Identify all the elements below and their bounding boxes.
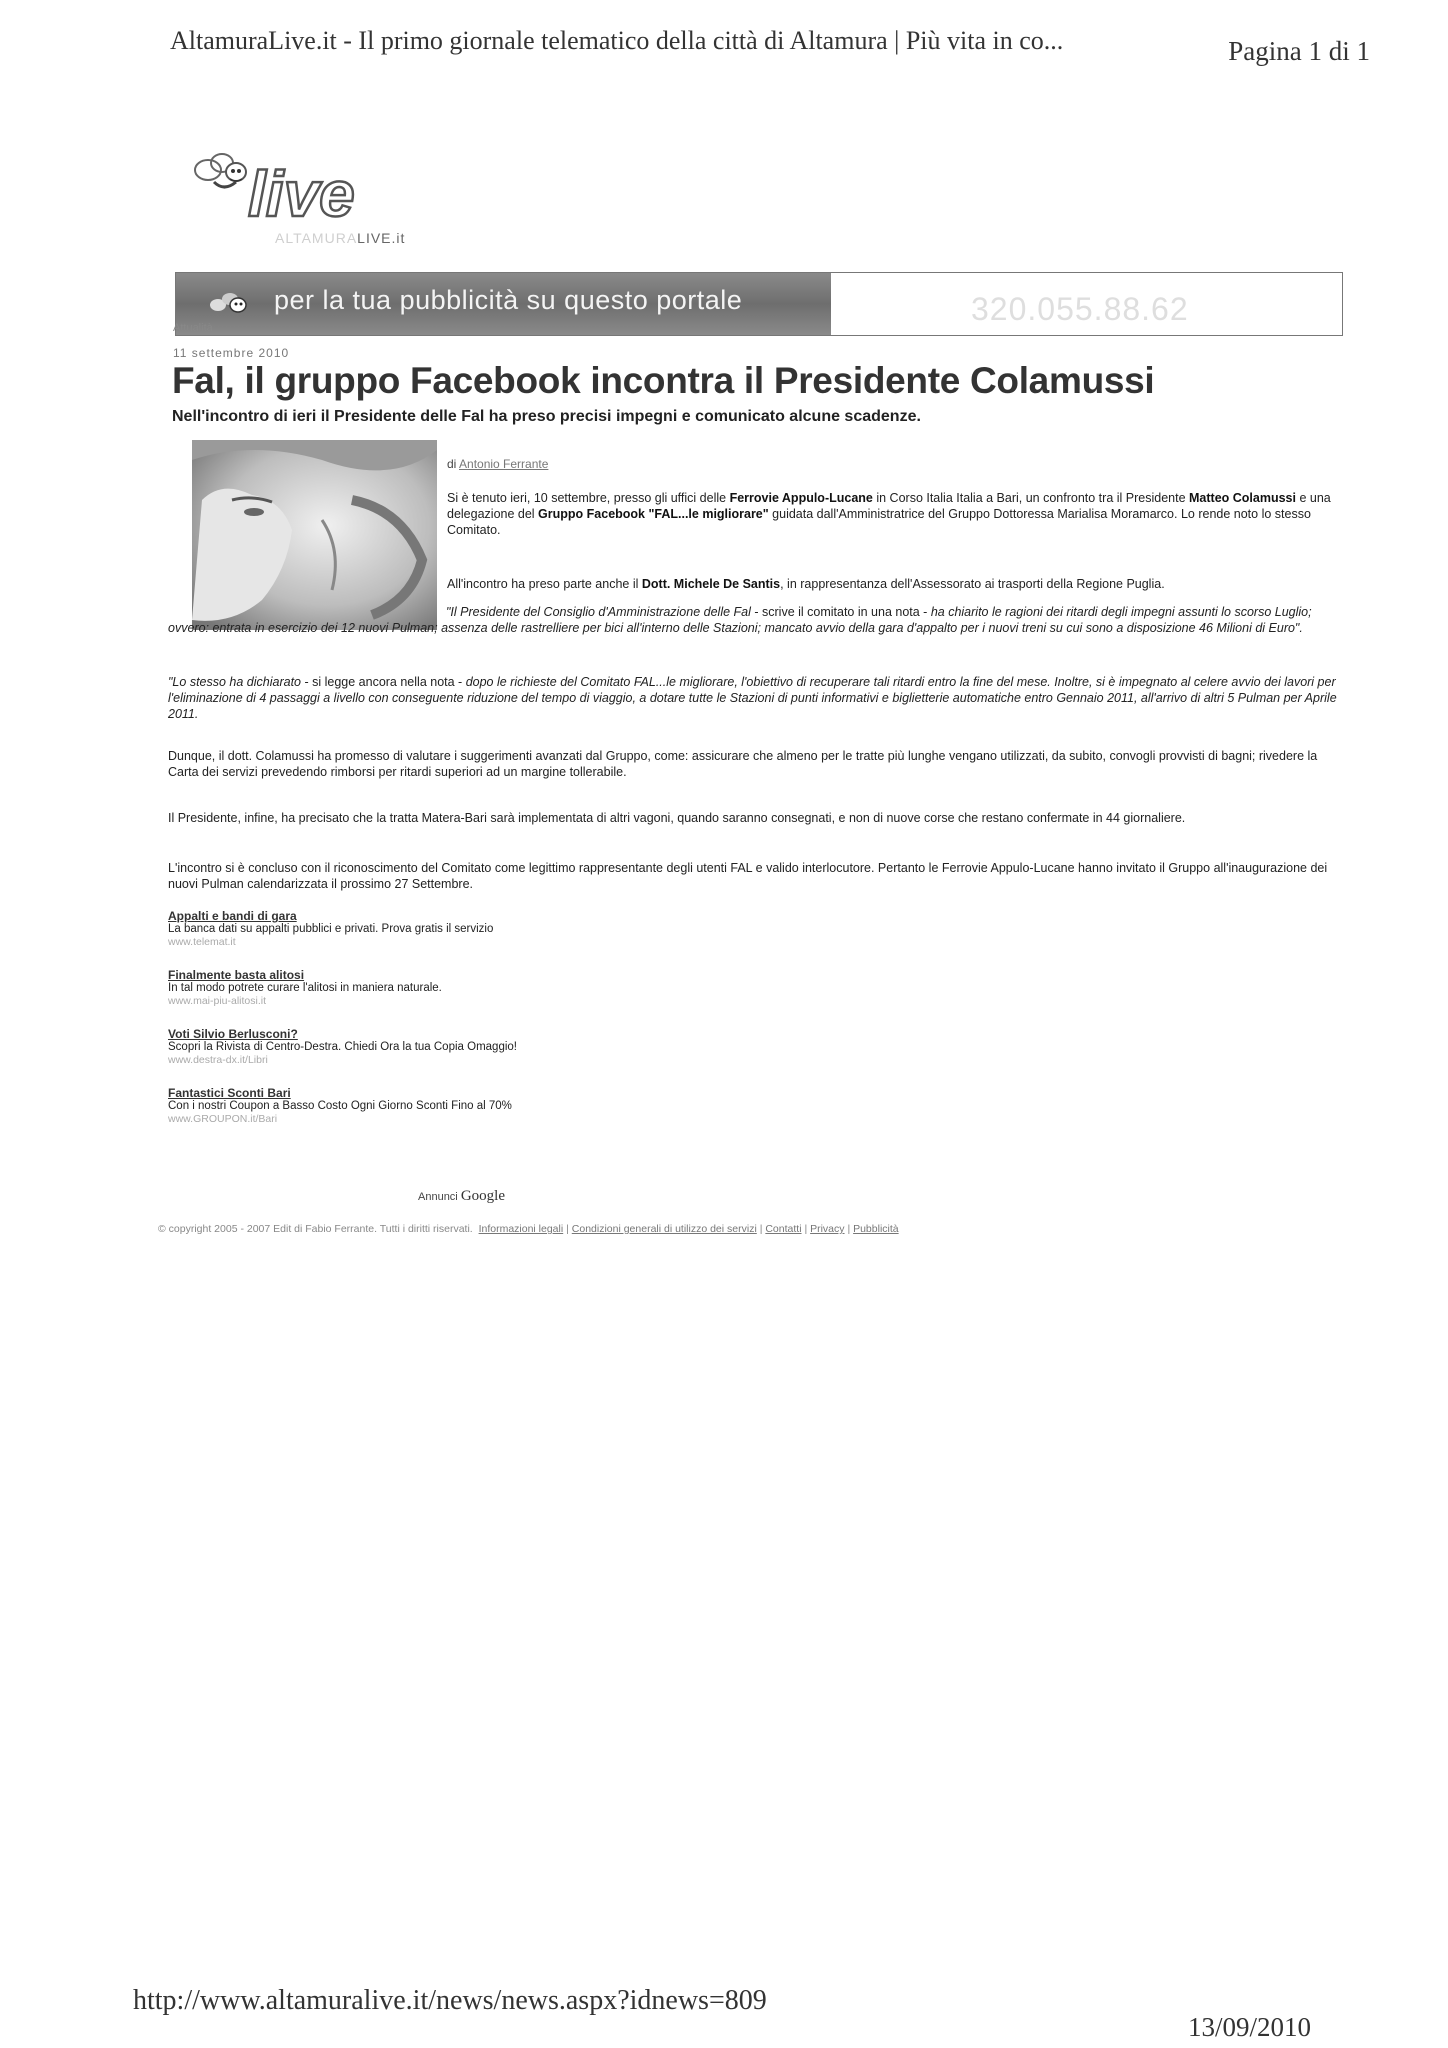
site-logo[interactable]: [178, 138, 406, 250]
ad-title[interactable]: Voti Silvio Berlusconi?: [168, 1027, 298, 1041]
author-link[interactable]: Antonio Ferrante: [459, 457, 549, 471]
article-paragraph-4: "Lo stesso ha dichiarato - si legge ancora nella nota - dopo le richieste del Comitato FAL...le migliorare, l'obiettivo di recuperare tali ritardi entro la fine del mese. Inoltre, si è impegnato al celere avvio dei lavori per l'eliminazione di 4 passaggi a livello con conseguente riduzione del tempo di viaggio, a dotare tutte le Stazioni di punti informativi e biglietterie automatiche entro Gennaio 2011, all'arrivo di altri 5 Pulman per Aprile 2011.: [168, 675, 1337, 721]
article-author: di Antonio Ferrante: [447, 457, 549, 471]
ads-label-prefix: Annunci: [418, 1191, 458, 1203]
svg-text:live: live: [248, 158, 355, 230]
article-paragraph-5: Dunque, il dott. Colamussi ha promesso di valutare i suggerimenti avanzati dal Gruppo, come: assicurare che almeno per le tratte più lunghe vengano utilizzati, da subito, convogli provvisti di bagni; rivedere la Carta dei servizi prevedendo rimborsi per ritardi superiori ad un margine tollerabile.: [168, 749, 1318, 779]
ad-url[interactable]: www.GROUPON.it/Bari: [168, 1113, 278, 1125]
ad-text: La banca dati su appalti pubblici e privati. Prova gratis il servizio: [168, 923, 494, 935]
print-header-title: AltamuraLive.it - Il primo giornale telematico della città di Altamura | Più vita in co...: [170, 26, 1064, 55]
ad-title[interactable]: Appalti e bandi di gara: [168, 909, 297, 923]
ad-url[interactable]: www.mai-piu-alitosi.it: [168, 995, 267, 1007]
article-paragraph-6: Il Presidente, infine, ha precisato che la tratta Matera-Bari sarà implementata di altri vagoni, quando saranno consegnati, e non di nuove corse che restano confermate in 44 giornaliere.: [168, 811, 1186, 825]
ad-url[interactable]: www.destra-dx.it/Libri: [168, 1054, 268, 1066]
article-paragraph-7: L'incontro si è concluso con il riconoscimento del Comitato come legittimo rappresentante degli utenti FAL e valido interlocutore. Pertanto le Ferrovie Appulo-Lucane hanno invitato il Gruppo all'inaugurazione dei nuovi Pulman calendarizzata il prossimo 27 Settembre.: [168, 861, 1328, 891]
print-header: [170, 26, 1370, 66]
site-footer: © copyright 2005 - 2007 Edit di Fabio Ferrante. Tutti i diritti riservati. Informazioni legali | Condizioni generali di utilizzo dei servizi | Contatti | Privacy | Pubblicità: [158, 1223, 899, 1235]
banner-phone: 320.055.88.62: [971, 291, 1189, 327]
print-footer-url: http://www.altamuralive.it/news/news.aspx?idnews=809: [133, 1985, 767, 2016]
print-footer-date: 13/09/2010: [1188, 2012, 1312, 2042]
bee-icon: [206, 285, 250, 317]
ad-text: Scopri la Rivista di Centro-Destra. Chiedi Ora la tua Copia Omaggio!: [168, 1041, 517, 1053]
article-paragraph-3: "Il Presidente del Consiglio d'Amministrazione delle Fal - scrive il comitato in una nota - ha chiarito le ragioni dei ritardi degli impegni assunti lo scorso Luglio; ovvero: entrata in esercizio dei 12 nuovi Pulman; assenza delle rastrelliere per bici all'interno delle Stazioni; mancato avvio della gara d'appalto per i nuovi treni su cui sono a disposizione 46 Milioni di Euro".: [168, 605, 1312, 635]
ad-text: In tal modo potrete curare l'alitosi in maniera naturale.: [168, 982, 442, 994]
ad-title[interactable]: Finalmente basta alitosi: [168, 968, 305, 982]
article-subtitle: Nell'incontro di ieri il Presidente delle Fal ha preso precisi impegni e comunicato alcune scadenze.: [172, 408, 921, 425]
print-page-number: Pagina 1 di 1: [1228, 36, 1370, 66]
article-title: Fal, il gruppo Facebook incontra il Presidente Colamussi: [172, 360, 1155, 401]
footer-link-legal[interactable]: Informazioni legali: [478, 1223, 564, 1235]
banner-text: per la tua pubblicità su questo portale: [274, 285, 743, 315]
ad-item[interactable]: [168, 1028, 548, 1067]
google-logo: Google: [460, 1188, 505, 1204]
article-date: 11 settembre 2010: [173, 346, 290, 360]
logo-brand: ALTAMURALIVE.it: [275, 230, 406, 246]
article-photo: [192, 440, 437, 630]
portrait-image: [192, 440, 437, 630]
ad-title[interactable]: Fantastici Sconti Bari: [168, 1086, 291, 1100]
article-paragraph-1: Si è tenuto ieri, 10 settembre, presso gli uffici delle Ferrovie Appulo-Lucane in Corso Italia Italia a Bari, un confronto tra il Presidente Matteo Colamussi e una delegazione del Gruppo Facebook "FAL...le migliorare" guidata dall'Amministratrice del Gruppo Dottoressa Marialisa Moramarco. Lo rende noto lo stesso Comitato.: [447, 491, 1331, 537]
ad-url[interactable]: www.telemat.it: [168, 936, 236, 948]
footer-link-privacy[interactable]: Privacy: [810, 1223, 845, 1235]
footer-link-contacts[interactable]: Contatti: [765, 1223, 802, 1235]
ads-by-google[interactable]: [418, 1188, 505, 1205]
ad-item[interactable]: [168, 910, 548, 949]
footer-link-terms[interactable]: Condizioni generali di utilizzo dei servizi: [571, 1223, 757, 1235]
article-category[interactable]: Attualità: [173, 322, 213, 334]
sponsored-links: [168, 910, 548, 1146]
ad-text: Con i nostri Coupon a Basso Costo Ogni Giorno Sconti Fino al 70%: [168, 1100, 512, 1112]
article-paragraph-2: All'incontro ha preso parte anche il Dott. Michele De Santis, in rappresentanza dell'Assessorato ai trasporti della Regione Puglia.: [447, 577, 1165, 591]
ad-item[interactable]: [168, 969, 548, 1008]
footer-link-advertising[interactable]: Pubblicità: [853, 1223, 899, 1235]
ad-item[interactable]: [168, 1087, 548, 1126]
copyright-text: © copyright 2005 - 2007 Edit di Fabio Ferrante. Tutti i diritti riservati.: [158, 1223, 473, 1235]
advertising-banner[interactable]: [175, 272, 1343, 336]
bee-live-logo-icon: [178, 138, 378, 233]
